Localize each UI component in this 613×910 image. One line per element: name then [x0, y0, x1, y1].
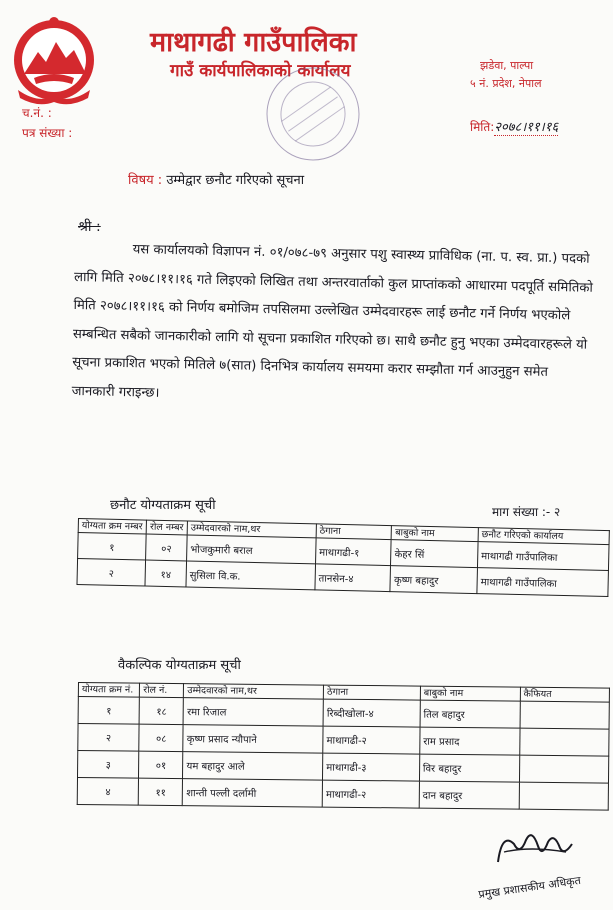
- office-subtitle: गाउँ कार्यपालिकाको कार्यालय: [170, 61, 351, 81]
- salutation: श्री :: [78, 219, 101, 235]
- table-cell: शान्ती पल्ली दर्लामी: [183, 779, 323, 807]
- table-cell: १: [78, 697, 140, 725]
- table-cell: माथागढी गाउँपालिका: [477, 542, 609, 571]
- table-cell: माथागढी-२: [322, 780, 419, 808]
- column-header: रोल नं.: [140, 683, 184, 697]
- column-header: कैफियत: [520, 687, 610, 702]
- table-cell: कृष्ण प्रसाद न्यौपाने: [183, 725, 323, 753]
- table-cell: [519, 782, 609, 810]
- table-cell: [520, 701, 610, 729]
- selection-table: [76, 518, 609, 597]
- column-header: ठेगाना: [324, 685, 421, 700]
- table-cell: माथागढी-२: [323, 726, 420, 754]
- table-cell: केहर सिं: [391, 540, 478, 568]
- signatory-designation: प्रमुख प्रशासकीय अधिकृत: [477, 873, 582, 902]
- column-header: योग्यता क्रम नं.: [78, 683, 139, 698]
- table-cell: ०२: [146, 534, 187, 561]
- column-header: बाबुको नाम: [420, 686, 520, 701]
- date-value: २०७८।११।१६: [494, 120, 559, 135]
- subject-text: उम्मेद्वार छनौट गरिएको सूचना: [166, 173, 305, 188]
- table-cell: माथागढी-१: [315, 538, 391, 566]
- table-cell: रिब्दीखोला-४: [323, 699, 420, 727]
- subject-line: [128, 170, 304, 188]
- cn-label: च.नं. :: [22, 106, 52, 120]
- column-header: ठेगाना: [316, 524, 392, 540]
- table-cell: [519, 755, 609, 783]
- table-row: [77, 778, 608, 811]
- column-header: योग्यता क्रम नम्बर: [78, 519, 147, 535]
- office-stamp: [258, 62, 368, 167]
- table-cell: ०८: [139, 724, 183, 751]
- table-cell: भोजकुमारी बराल: [187, 535, 316, 564]
- page-title: माथागढी गाउँपालिका: [150, 27, 357, 58]
- table-cell: २: [77, 559, 146, 587]
- patra-sankhya-label: पत्र संख्या :: [22, 126, 73, 140]
- table-cell: माथागढी-३: [323, 753, 420, 781]
- table-cell: यम बहादुर आले: [183, 752, 323, 780]
- subject-label: विषय :: [128, 173, 163, 188]
- table-cell: तिल बहादुर: [420, 700, 520, 728]
- address-line-1: झडेवा, पाल्पा: [480, 59, 534, 72]
- column-header: बाबुको नाम: [391, 526, 478, 542]
- column-header: रोल नम्बर: [146, 520, 187, 535]
- table-cell: कृष्ण बहादुर: [390, 566, 477, 594]
- column-header: उम्मेदवारको नाम,थर: [187, 521, 316, 538]
- demand-count: माग संख्या :- २: [492, 505, 561, 519]
- nepal-emblem-logo: [8, 12, 100, 107]
- table-cell: विर बहादुर: [419, 754, 519, 782]
- table-cell: १८: [139, 697, 183, 724]
- table-cell: दान बहादुर: [419, 781, 519, 809]
- table-cell: तानसेन-४: [315, 564, 391, 592]
- date-field: [470, 117, 558, 135]
- table-cell: रमा रिजाल: [183, 698, 323, 726]
- column-header: उम्मेदवारको नाम,थर: [184, 684, 324, 699]
- table-cell: १: [78, 533, 147, 561]
- alternate-list-title: वैकल्पिक योग्यताक्रम सूची: [118, 658, 241, 673]
- table-cell: ४: [77, 778, 139, 806]
- column-header: छनौट गरिएको कार्यालय: [478, 528, 609, 545]
- notice-body: यस कार्यालयको विज्ञापन नं. ०१/०७८-७९ अनुसार पशु स्वास्थ्य प्राविधिक (ना. प. स्व. प्रा.) पदको लागि मिति २०७८।११।१६ गते लिइएको लिखित तथा अन्तरवार्ताको कुल प्राप्तांकको आधारमा पदपूर्ति समितिको मिति २०७८।११।१६ को निर्णय बमोजिम तपसिलमा उल्लेखित उम्मेदवारहरू लाई छनौट गर्ने निर्णय भएकोले सम्बन्धित सबैको जानकारीको लागि यो सूचना प्रकाशित गरिएको छ। साथै छनौट हुनु भएका उम्मेदवारहरूले यो सूचना प्रकाशित भएको मितिले ७(सात) दिनभित्र कार्यालय समयमा करार सम्झौता गर्न आउनुहुन समेत जानकारी गराइन्छ।: [71, 242, 594, 401]
- table-cell: [519, 728, 609, 756]
- address-line-2: ५ नं. प्रदेश, नेपाल: [470, 77, 542, 90]
- table-cell: १४: [145, 560, 186, 587]
- signature-image: [490, 822, 580, 872]
- table-cell: राम प्रसाद: [420, 727, 520, 755]
- alternate-table: [77, 682, 610, 811]
- table-cell: माथागढी गाउँपालिका: [477, 568, 609, 597]
- table-cell: सुसिला वि.क.: [186, 561, 315, 590]
- table-cell: ०१: [139, 751, 183, 778]
- date-label: मिति:: [470, 120, 495, 134]
- selection-list-title: छनौट योग्यताक्रम सूची: [110, 498, 216, 513]
- table-cell: ३: [77, 751, 139, 779]
- table-cell: ११: [139, 778, 183, 805]
- table-cell: २: [78, 724, 140, 752]
